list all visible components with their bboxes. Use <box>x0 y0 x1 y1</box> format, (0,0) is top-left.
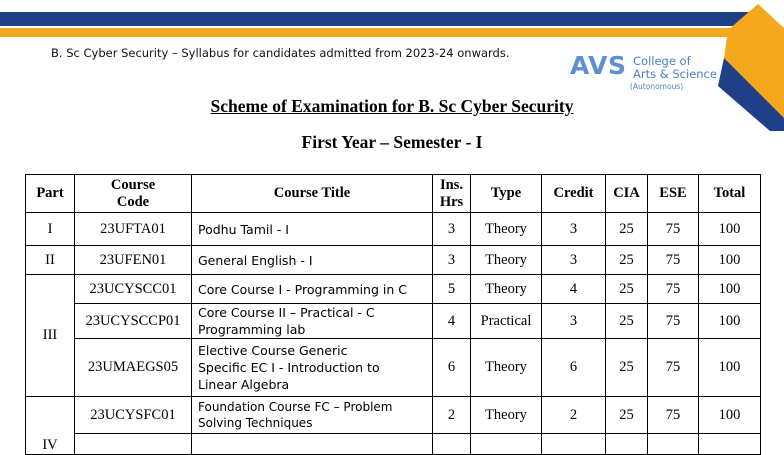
header-band-gold <box>0 28 784 37</box>
course-title-cell: Core Course I - Programming in C <box>192 275 433 304</box>
credit-cell: 4 <box>542 275 606 304</box>
course-title-cell: General English - I <box>192 246 433 275</box>
course-code-cell: 23UCYSFC01 <box>75 397 192 434</box>
header-code-line-1: Course <box>110 176 156 193</box>
course-code-cell: 23UCYSCCP01 <box>75 304 192 339</box>
page-title: Scheme of Examination for B. Sc Cyber Security <box>210 96 574 116</box>
course-code-cell <box>75 434 192 455</box>
type-cell: Theory <box>471 275 542 304</box>
course-code-cell: 23UFTA01 <box>75 213 192 246</box>
course-code-cell: 23UFEN01 <box>75 246 192 275</box>
header-total: Total <box>699 175 761 213</box>
table-row <box>26 246 761 275</box>
type-cell: Theory <box>471 213 542 246</box>
cia-cell <box>606 434 648 455</box>
table-row <box>26 213 761 246</box>
hrs-cell: 3 <box>433 246 471 275</box>
title-line-1: Foundation Course FC – Problem <box>198 400 393 414</box>
table-row <box>26 339 761 397</box>
header-cia: CIA <box>606 175 648 213</box>
course-title-cell <box>192 304 433 339</box>
course-title-cell <box>192 434 433 455</box>
credit-cell: 6 <box>542 339 606 397</box>
logo-line-1: College of <box>633 54 691 68</box>
logo-mark: AVS <box>570 51 627 80</box>
examination-scheme-table <box>25 174 761 455</box>
part-cell: III <box>26 275 75 397</box>
part-cell: I <box>26 213 75 246</box>
semester-subtitle: First Year – Semester - I <box>301 132 483 152</box>
hrs-cell: 3 <box>433 213 471 246</box>
part-cell: II <box>26 246 75 275</box>
hrs-cell: 4 <box>433 304 471 339</box>
credit-cell: 3 <box>542 304 606 339</box>
total-cell: 100 <box>699 339 761 397</box>
header-ese: ESE <box>648 175 699 213</box>
type-cell: Theory <box>471 397 542 434</box>
logo-line-2: Arts & Science <box>633 67 717 81</box>
cia-cell: 25 <box>606 339 648 397</box>
table-header-row <box>26 175 761 213</box>
title-line-3: Linear Algebra <box>198 377 290 392</box>
title-line-1: Core Course II – Practical - C <box>198 305 375 320</box>
total-cell: 100 <box>699 397 761 434</box>
header-code-line-2: Code <box>116 193 150 210</box>
ese-cell: 75 <box>648 246 699 275</box>
header-hrs-line-1: Ins. <box>440 176 463 193</box>
header-hrs-line-2: Hrs <box>439 193 464 210</box>
credit-cell: 3 <box>542 246 606 275</box>
syllabus-header-note: B. Sc Cyber Security – Syllabus for candidates admitted from 2023-24 onwards. <box>51 46 510 60</box>
header-credit: Credit <box>542 175 606 213</box>
ese-cell: 75 <box>648 397 699 434</box>
header-part: Part <box>26 175 75 213</box>
total-cell: 100 <box>699 275 761 304</box>
type-cell: Practical <box>471 304 542 339</box>
table-row <box>26 275 761 304</box>
header-band-blue <box>0 12 784 26</box>
total-cell: 100 <box>699 304 761 339</box>
ese-cell: 75 <box>648 213 699 246</box>
title-line-2: Programming lab <box>198 322 306 337</box>
course-code-cell: 23UCYSCC01 <box>75 275 192 304</box>
title-line-1: Elective Course Generic <box>198 343 348 358</box>
header-course-title: Course Title <box>192 175 433 213</box>
type-cell <box>471 434 542 455</box>
cia-cell: 25 <box>606 213 648 246</box>
course-title-cell: Podhu Tamil - I <box>192 213 433 246</box>
credit-cell <box>542 434 606 455</box>
total-cell: 100 <box>699 246 761 275</box>
course-code-cell: 23UMAEGS05 <box>75 339 192 397</box>
cia-cell: 25 <box>606 397 648 434</box>
cia-cell: 25 <box>606 246 648 275</box>
logo-subtitle: (Autonomous) <box>630 82 684 91</box>
credit-cell: 3 <box>542 213 606 246</box>
table-row-partial <box>26 434 761 455</box>
college-logo <box>570 51 730 91</box>
ese-cell: 75 <box>648 339 699 397</box>
header-type: Type <box>471 175 542 213</box>
type-cell: Theory <box>471 246 542 275</box>
ese-cell: 75 <box>648 275 699 304</box>
cia-cell: 25 <box>606 304 648 339</box>
ese-cell <box>648 434 699 455</box>
total-cell: 100 <box>699 213 761 246</box>
header-course-code <box>75 175 192 213</box>
part-cell: IV <box>26 397 75 455</box>
hrs-cell: 6 <box>433 339 471 397</box>
title-line-2: Solving Techniques <box>198 416 313 430</box>
hrs-cell: 2 <box>433 397 471 434</box>
hrs-cell: 5 <box>433 275 471 304</box>
credit-cell: 2 <box>542 397 606 434</box>
course-title-cell <box>192 397 433 434</box>
course-title-cell <box>192 339 433 397</box>
cia-cell: 25 <box>606 275 648 304</box>
ese-cell: 75 <box>648 304 699 339</box>
type-cell: Theory <box>471 339 542 397</box>
header-ins-hrs <box>433 175 471 213</box>
table-row <box>26 397 761 434</box>
table-row <box>26 304 761 339</box>
total-cell <box>699 434 761 455</box>
hrs-cell <box>433 434 471 455</box>
title-line-2: Specific EC I - Introduction to <box>198 360 380 375</box>
